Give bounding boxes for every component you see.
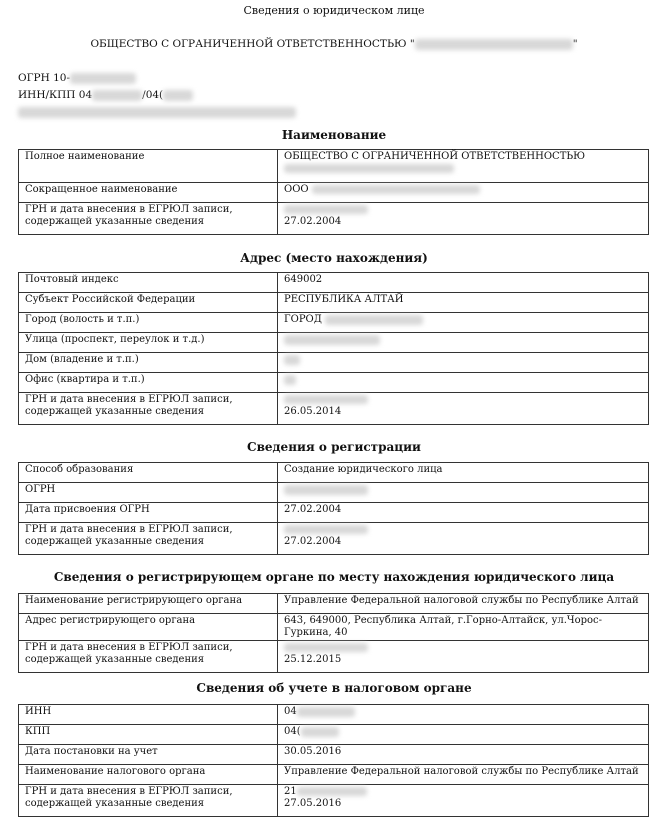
row-value: 643, 649000, Республика Алтай, г.Горно-Алтайск, ул.Чорос-Гуркина, 40	[278, 614, 649, 641]
table-row	[19, 463, 649, 483]
table-row	[19, 641, 649, 673]
table-row	[19, 293, 649, 313]
row-label: Почтовый индекс	[19, 273, 278, 293]
row-value: Управление Федеральной налоговой службы по Республике Алтай	[278, 594, 649, 614]
redacted-block	[92, 90, 142, 101]
table-row	[19, 353, 649, 373]
row-value: 27.02.2004	[278, 203, 649, 235]
section-title-tax: Сведения об учете в налоговом органе	[196, 681, 472, 695]
row-label: Полное наименование	[19, 150, 278, 183]
row-label: Дом (владение и т.п.)	[19, 353, 278, 373]
row-label: Город (волость и т.п.)	[19, 313, 278, 333]
redacted-block	[297, 707, 355, 717]
redacted-block	[312, 185, 480, 194]
name-table	[18, 149, 649, 235]
redacted-block	[18, 107, 296, 118]
address-table	[18, 272, 649, 425]
table-row	[19, 725, 649, 745]
redacted-block	[284, 375, 296, 385]
reg-authority-table	[18, 593, 649, 673]
redacted-block	[415, 39, 573, 50]
table-row	[19, 393, 649, 425]
row-value: 27.02.2004	[278, 523, 649, 555]
ogrn-line	[18, 72, 136, 84]
row-value	[278, 373, 649, 393]
table-row	[19, 594, 649, 614]
row-value: 04	[278, 705, 649, 725]
row-value: 649002	[278, 273, 649, 293]
table-row	[19, 273, 649, 293]
row-label: ГРН и дата внесения в ЕГРЮЛ записи, содержащей указанные сведения	[19, 785, 278, 817]
table-row	[19, 313, 649, 333]
table-row	[19, 785, 649, 817]
section-title-address: Адрес (место нахождения)	[240, 251, 428, 265]
row-value: ОБЩЕСТВО С ОГРАНИЧЕННОЙ ОТВЕТСТВЕННОСТЬЮ	[278, 150, 649, 183]
redacted-block	[284, 355, 300, 365]
row-label: Улица (проспект, переулок и т.д.)	[19, 333, 278, 353]
row-label: ГРН и дата внесения в ЕГРЮЛ записи, содержащей указанные сведения	[19, 393, 278, 425]
redacted-block	[297, 787, 367, 796]
row-value: Создание юридического лица	[278, 463, 649, 483]
row-value: 27.02.2004	[278, 503, 649, 523]
redacted-block	[284, 643, 368, 652]
section-title-reg-authority: Сведения о регистрирующем органе по месту нахождения юридического лица	[53, 570, 615, 584]
row-value: Управление Федеральной налоговой службы по Республике Алтай	[278, 765, 649, 785]
row-value: ГОРОД	[278, 313, 649, 333]
row-label: ГРН и дата внесения в ЕГРЮЛ записи, содержащей указанные сведения	[19, 203, 278, 235]
table-row	[19, 745, 649, 765]
row-label: ОГРН	[19, 483, 278, 503]
row-label: Сокращенное наименование	[19, 183, 278, 203]
redacted-block	[284, 395, 368, 404]
section-title-name: Наименование	[281, 128, 387, 142]
row-value	[278, 353, 649, 373]
table-row	[19, 705, 649, 725]
row-value	[278, 333, 649, 353]
row-label: ГРН и дата внесения в ЕГРЮЛ записи, содержащей указанные сведения	[19, 523, 278, 555]
redacted-block	[301, 727, 339, 737]
redacted-block	[284, 335, 380, 345]
redacted-block	[284, 205, 368, 214]
row-label: Наименование регистрирующего органа	[19, 594, 278, 614]
row-label: Дата присвоения ОГРН	[19, 503, 278, 523]
row-value: 30.05.2016	[278, 745, 649, 765]
row-value: 26.05.2014	[278, 393, 649, 425]
row-value: 04(	[278, 725, 649, 745]
row-label: Адрес регистрирующего органа	[19, 614, 278, 641]
row-value: ООО	[278, 183, 649, 203]
inn-kpp-line	[18, 89, 193, 101]
registration-table	[18, 462, 649, 555]
row-label: Способ образования	[19, 463, 278, 483]
table-row	[19, 333, 649, 353]
inn-kpp-separator: /04(	[142, 89, 164, 101]
table-row	[19, 203, 649, 235]
row-label: Наименование налогового органа	[19, 765, 278, 785]
section-title-registration: Сведения о регистрации	[247, 440, 421, 454]
row-label: Субъект Российской Федерации	[19, 293, 278, 313]
company-name-line	[0, 38, 668, 50]
row-value: РЕСПУБЛИКА АЛТАЙ	[278, 293, 649, 313]
row-label: КПП	[19, 725, 278, 745]
page-title: Сведения о юридическом лице	[243, 4, 425, 17]
table-row	[19, 503, 649, 523]
row-value: 25.12.2015	[278, 641, 649, 673]
table-row	[19, 614, 649, 641]
address-line	[18, 106, 296, 118]
row-value	[278, 483, 649, 503]
company-name-suffix: "	[572, 38, 578, 50]
table-row	[19, 765, 649, 785]
inn-kpp-label: ИНН/КПП 04	[18, 89, 93, 101]
redacted-block	[163, 90, 193, 101]
tax-table	[18, 704, 649, 817]
redacted-block	[70, 73, 136, 84]
table-row	[19, 483, 649, 503]
table-row	[19, 183, 649, 203]
redacted-block	[325, 315, 423, 325]
table-row	[19, 150, 649, 183]
row-value: 21 27.05.2016	[278, 785, 649, 817]
redacted-block	[284, 525, 368, 534]
row-label: ГРН и дата внесения в ЕГРЮЛ записи, содержащей указанные сведения	[19, 641, 278, 673]
table-row	[19, 523, 649, 555]
table-row	[19, 373, 649, 393]
row-label: ИНН	[19, 705, 278, 725]
row-label: Дата постановки на учет	[19, 745, 278, 765]
ogrn-label: ОГРН 10-	[18, 72, 71, 84]
company-name-prefix: ОБЩЕСТВО С ОГРАНИЧЕННОЙ ОТВЕТСТВЕННОСТЬЮ "	[90, 38, 415, 50]
row-label: Офис (квартира и т.п.)	[19, 373, 278, 393]
redacted-block	[284, 485, 368, 495]
redacted-block	[284, 164, 454, 173]
